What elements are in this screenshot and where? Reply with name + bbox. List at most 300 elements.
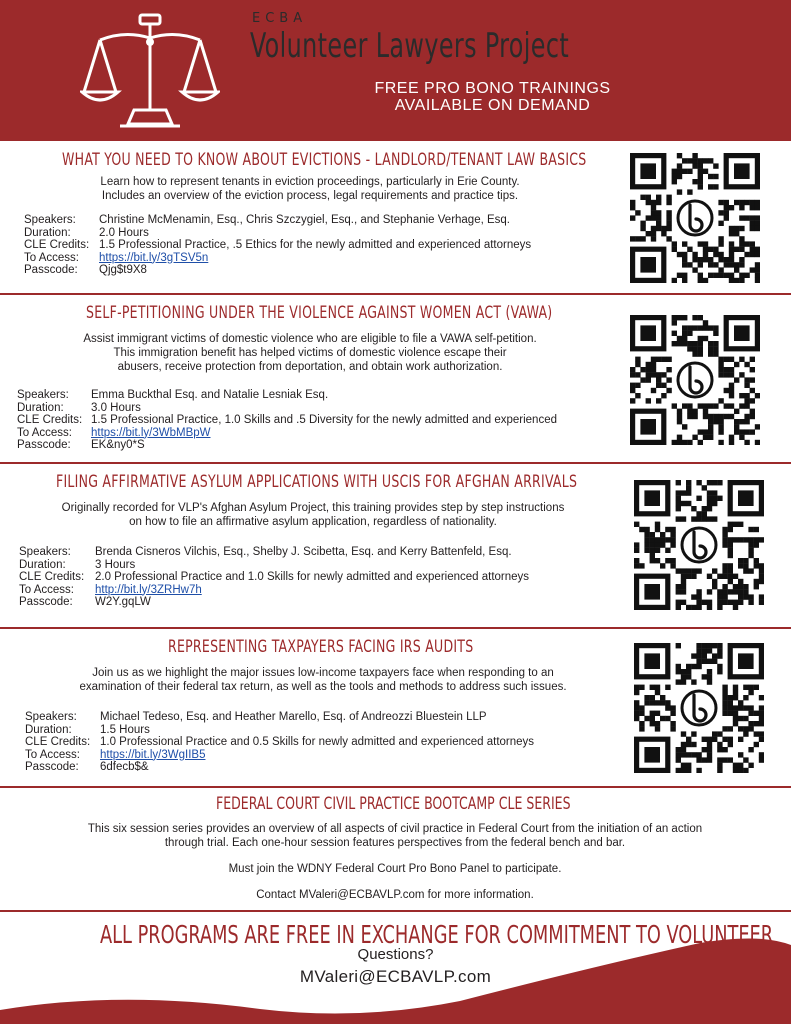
qr-module [738,763,743,768]
qr-module [728,553,733,558]
qr-module [744,419,749,424]
qr-module [754,563,759,568]
qr-module [713,419,718,424]
qr-module [681,589,686,594]
description-line: abusers, receive protection from deportation, and obtain work authorization. [117,361,503,373]
qr-module [677,153,682,158]
qr-module [677,315,682,320]
qr-module [707,669,712,674]
qr-module [702,659,707,664]
description-line: This six session series provides an overview of all aspects of civil practice in Federal Court from the initiation of an action [87,823,703,835]
qr-module [738,752,743,757]
qr-module [698,336,703,341]
qr-module [660,695,665,700]
qr-module [682,158,687,163]
qr-module [712,490,717,495]
qr-module [722,757,727,762]
qr-module [702,737,707,742]
section-divider [0,627,791,629]
qr-finder-center [644,653,660,669]
qr-module [687,403,692,408]
qr-module [708,341,713,346]
qr-module [650,700,655,705]
qr-finder-center [644,490,660,506]
qr-module [759,731,764,736]
qr-module [630,367,635,372]
qr-module [630,388,635,393]
qr-module [754,542,759,547]
qr-module [708,174,713,179]
qr-module [665,548,670,553]
qr-module [759,711,764,716]
qr-module [759,737,764,742]
qr-module [759,721,764,726]
qr-module [739,357,744,362]
qr-module [743,584,748,589]
qr-module [691,731,696,736]
qr-code-icon[interactable] [630,315,760,445]
qr-module [748,553,753,558]
qr-module [696,664,701,669]
qr-module [655,726,660,731]
qr-module [696,643,701,648]
qr-module [724,357,729,362]
qr-module [724,200,729,205]
qr-module [660,537,665,542]
qr-module [702,674,707,679]
cle-value: 2.0 Professional Practice and 1.0 Skills for newly admitted and experienced attorneys [95,571,530,583]
qr-module [759,752,764,757]
qr-module [739,200,744,205]
qr-module [640,367,645,372]
qr-module [729,273,734,278]
qr-module [748,721,753,726]
qr-module [729,388,734,393]
duration-value: 2.0 Hours [99,226,149,239]
qr-module [712,643,717,648]
access-link[interactable]: http://bit.ly/3ZRHw7h [95,583,202,596]
qr-module [728,589,733,594]
qr-module [692,252,697,257]
qr-module [655,558,660,563]
qr-module [646,215,651,220]
footer-headline: ALL PROGRAMS ARE FREE IN EXCHANGE FOR COMMITMENT TO VOLUNTEER [100,920,774,949]
qr-module [687,247,692,252]
qr-module [718,367,723,372]
qr-module [718,241,723,246]
qr-module [696,605,701,610]
qr-module [703,158,708,163]
qr-module [646,195,651,200]
passcode-value: EK&ny0*S [91,439,145,451]
qr-module [655,711,660,716]
qr-module [722,584,727,589]
qr-module [722,589,727,594]
qr-module [755,278,760,283]
qr-module [676,643,681,648]
qr-module [744,200,749,205]
qr-module [733,721,738,726]
qr-module [707,747,712,752]
qr-module [686,674,691,679]
access-link[interactable]: https://bit.ly/3WbMBpW [91,426,211,439]
qr-module [733,584,738,589]
qr-module [646,231,651,236]
qr-module [656,195,661,200]
qr-module [724,257,729,262]
qr-module [755,393,760,398]
passcode-value: W2Y.gqLW [95,596,151,608]
qr-module [681,768,686,773]
qr-module [755,200,760,205]
qr-module [744,273,749,278]
qr-module [703,336,708,341]
qr-module [750,388,755,393]
qr-module [707,605,712,610]
qr-module [702,648,707,653]
qr-module [666,377,671,382]
qr-module [755,252,760,257]
qr-module [712,516,717,521]
access-link[interactable]: https://bit.ly/3gTSV5n [99,251,209,264]
qr-module [676,757,681,762]
training-details [19,546,529,609]
qr-module [759,579,764,584]
qr-module [666,215,671,220]
qr-module [744,429,749,434]
qr-module [655,548,660,553]
qr-module [665,700,670,705]
qr-module [655,527,660,532]
qr-module [734,231,739,236]
qr-module [722,711,727,716]
qr-module [750,367,755,372]
qr-module [681,490,686,495]
qr-module [733,537,738,542]
qr-module [665,558,670,563]
training-description [18,501,608,529]
qr-module [639,721,644,726]
qr-module [707,506,712,511]
qr-module [698,169,703,174]
qr-module [733,574,738,579]
training-title: WHAT YOU NEED TO KNOW ABOUT EVICTIONS - LANDLORD/TENANT LAW BASICS [62,150,587,170]
qr-module [728,568,733,573]
qr-module [713,341,718,346]
qr-finder-center [738,653,754,669]
qr-module [681,579,686,584]
speakers-label: Speakers: [19,546,71,558]
qr-module [734,362,739,367]
qr-module [676,589,681,594]
qr-module [707,490,712,495]
qr-module [672,174,677,179]
qr-module [722,527,727,532]
passcode-label: Passcode: [24,264,78,276]
qr-module [739,241,744,246]
passcode-value: Qjg$t9X8 [99,264,147,276]
qr-module [677,435,682,440]
section-divider [0,293,791,295]
qr-module [670,726,675,731]
qr-module [744,393,749,398]
qr-module [696,659,701,664]
qr-module [698,163,703,168]
qr-module [666,357,671,362]
qr-module [696,600,701,605]
qr-module [691,516,696,521]
qr-module [670,563,675,568]
qr-module [676,669,681,674]
training-title: FILING AFFIRMATIVE ASYLUM APPLICATIONS WITH USCIS FOR AFGHAN ARRIVALS [56,472,578,492]
qr-module [733,716,738,721]
qr-module [692,179,697,184]
qr-module [672,179,677,184]
qr-module [639,685,644,690]
qr-module [630,398,635,403]
qr-module [729,226,734,231]
qr-module [676,768,681,773]
qr-module [733,695,738,700]
qr-module [686,737,691,742]
qr-module [713,262,718,267]
qr-module [717,496,722,501]
qr-module [707,679,712,684]
training-title: REPRESENTING TAXPAYERS FACING IRS AUDITS [168,637,474,657]
qr-module [686,669,691,674]
qr-module [681,763,686,768]
qr-module [754,742,759,747]
qr-module [670,532,675,537]
federal-description [30,822,760,850]
qr-module [734,278,739,283]
qr-module [729,252,734,257]
qr-module [703,241,708,246]
qr-module [686,480,691,485]
qr-code-icon[interactable] [634,480,764,610]
qr-module [750,226,755,231]
description-line: Originally recorded for VLP's Afghan Asylum Project, this training provides step by step instructions [61,502,565,514]
qr-module [733,690,738,695]
qr-module [738,558,743,563]
access-link[interactable]: https://bit.ly/3WgIIB5 [100,748,206,761]
qr-module [708,158,713,163]
qr-module [634,522,639,527]
qr-module [713,247,718,252]
qr-module [750,200,755,205]
qr-module [755,273,760,278]
qr-module [712,480,717,485]
qr-module [728,695,733,700]
qr-module [661,357,666,362]
qr-module [717,574,722,579]
qr-module [681,501,686,506]
qr-module [713,351,718,356]
speakers-value: Emma Buckthal Esq. and Natalie Lesniak Esq. [91,389,329,401]
qr-module [717,643,722,648]
qr-module [722,737,727,742]
qr-module [755,424,760,429]
qr-module [666,210,671,215]
qr-module [728,527,733,532]
qr-module [677,273,682,278]
training-description [40,332,580,374]
qr-module [750,377,755,382]
training-title: SELF-PETITIONING UNDER THE VIOLENCE AGAINST WOMEN ACT (VAWA) [86,303,553,323]
qr-module [698,440,703,445]
qr-module [677,341,682,346]
qr-module [754,558,759,563]
qr-module [665,716,670,721]
qr-module [698,179,703,184]
qr-module [703,247,708,252]
qr-module [748,726,753,731]
qr-module [728,700,733,705]
qr-module [656,221,661,226]
qr-module [755,221,760,226]
qr-module [660,542,665,547]
qr-module [665,537,670,542]
qr-module [739,403,744,408]
qr-module [728,705,733,710]
qr-module [748,747,753,752]
qr-module [739,257,744,262]
qr-module [724,367,729,372]
qr-module [687,169,692,174]
qr-module [691,752,696,757]
qr-module [656,398,661,403]
qr-module [743,768,748,773]
qr-module [750,221,755,226]
qr-module [717,669,722,674]
qr-finder-center [640,325,656,341]
qr-code-icon[interactable] [630,153,760,283]
qr-module [666,221,671,226]
qr-module [743,705,748,710]
qr-module [650,532,655,537]
qr-module [687,346,692,351]
qr-module [750,247,755,252]
qr-module [754,537,759,542]
qr-module [738,726,743,731]
qr-finder-center [644,584,660,600]
qr-module [698,273,703,278]
qr-module [733,522,738,527]
qr-module [713,273,718,278]
qr-module [686,501,691,506]
qr-module [656,372,661,377]
qr-module [707,643,712,648]
qr-code-icon[interactable] [634,643,764,773]
qr-module [646,200,651,205]
qr-module [717,653,722,658]
qr-module [713,414,718,419]
qr-module [696,496,701,501]
qr-module [759,568,764,573]
qr-module [724,205,729,210]
qr-module [712,731,717,736]
qr-finder-center [734,325,750,341]
qr-module [682,403,687,408]
qr-module [676,679,681,684]
qr-module [734,409,739,414]
qr-module [750,398,755,403]
qr-module [708,419,713,424]
qr-finder-center [640,163,656,179]
qr-module [650,721,655,726]
qr-module [729,357,734,362]
qr-module [759,757,764,762]
qr-module [676,496,681,501]
qr-module [722,705,727,710]
qr-module [686,605,691,610]
qr-module [692,414,697,419]
qr-module [707,757,712,762]
qr-module [692,409,697,414]
qr-module [759,537,764,542]
qr-module [634,563,639,568]
duration-label: Duration: [25,723,72,736]
section-divider [0,462,791,464]
qr-module [713,252,718,257]
qr-module [708,403,713,408]
qr-module [672,169,677,174]
qr-module [729,383,734,388]
qr-module [713,184,718,189]
speakers-label: Speakers: [24,214,76,226]
description-line: Assist immigrant victims of domestic violence who are eligible to file a VAWA self-petition. [83,333,537,345]
qr-module [681,669,686,674]
qr-module [733,763,738,768]
qr-module [722,563,727,568]
qr-module [686,752,691,757]
qr-module [702,516,707,521]
qr-module [672,278,677,283]
qr-module [672,320,677,325]
qr-module [728,757,733,762]
qr-module [707,648,712,653]
qr-module [691,679,696,684]
qr-module [692,267,697,272]
qr-module [670,558,675,563]
description-line: Learn how to represent tenants in eviction proceedings, particularly in Erie County. [100,176,520,188]
qr-module [750,252,755,257]
qr-module [717,594,722,599]
qr-module [743,558,748,563]
qr-module [692,325,697,330]
qr-module [717,763,722,768]
passcode-label: Passcode: [17,439,71,451]
org-acronym: ECBA [252,11,308,26]
qr-module [635,383,640,388]
qr-module [656,383,661,388]
qr-module [656,357,661,362]
qr-module [687,189,692,194]
qr-module [744,440,749,445]
qr-module [646,372,651,377]
contact-email[interactable]: MValeri@ECBAVLP.com [299,967,492,986]
qr-module [718,257,723,262]
qr-module [686,763,691,768]
qr-module [718,252,723,257]
qr-module [677,419,682,424]
qr-module [692,163,697,168]
qr-module [682,336,687,341]
qr-finder-center [640,257,656,273]
qr-module [744,383,749,388]
qr-module [686,485,691,490]
qr-module [748,568,753,573]
